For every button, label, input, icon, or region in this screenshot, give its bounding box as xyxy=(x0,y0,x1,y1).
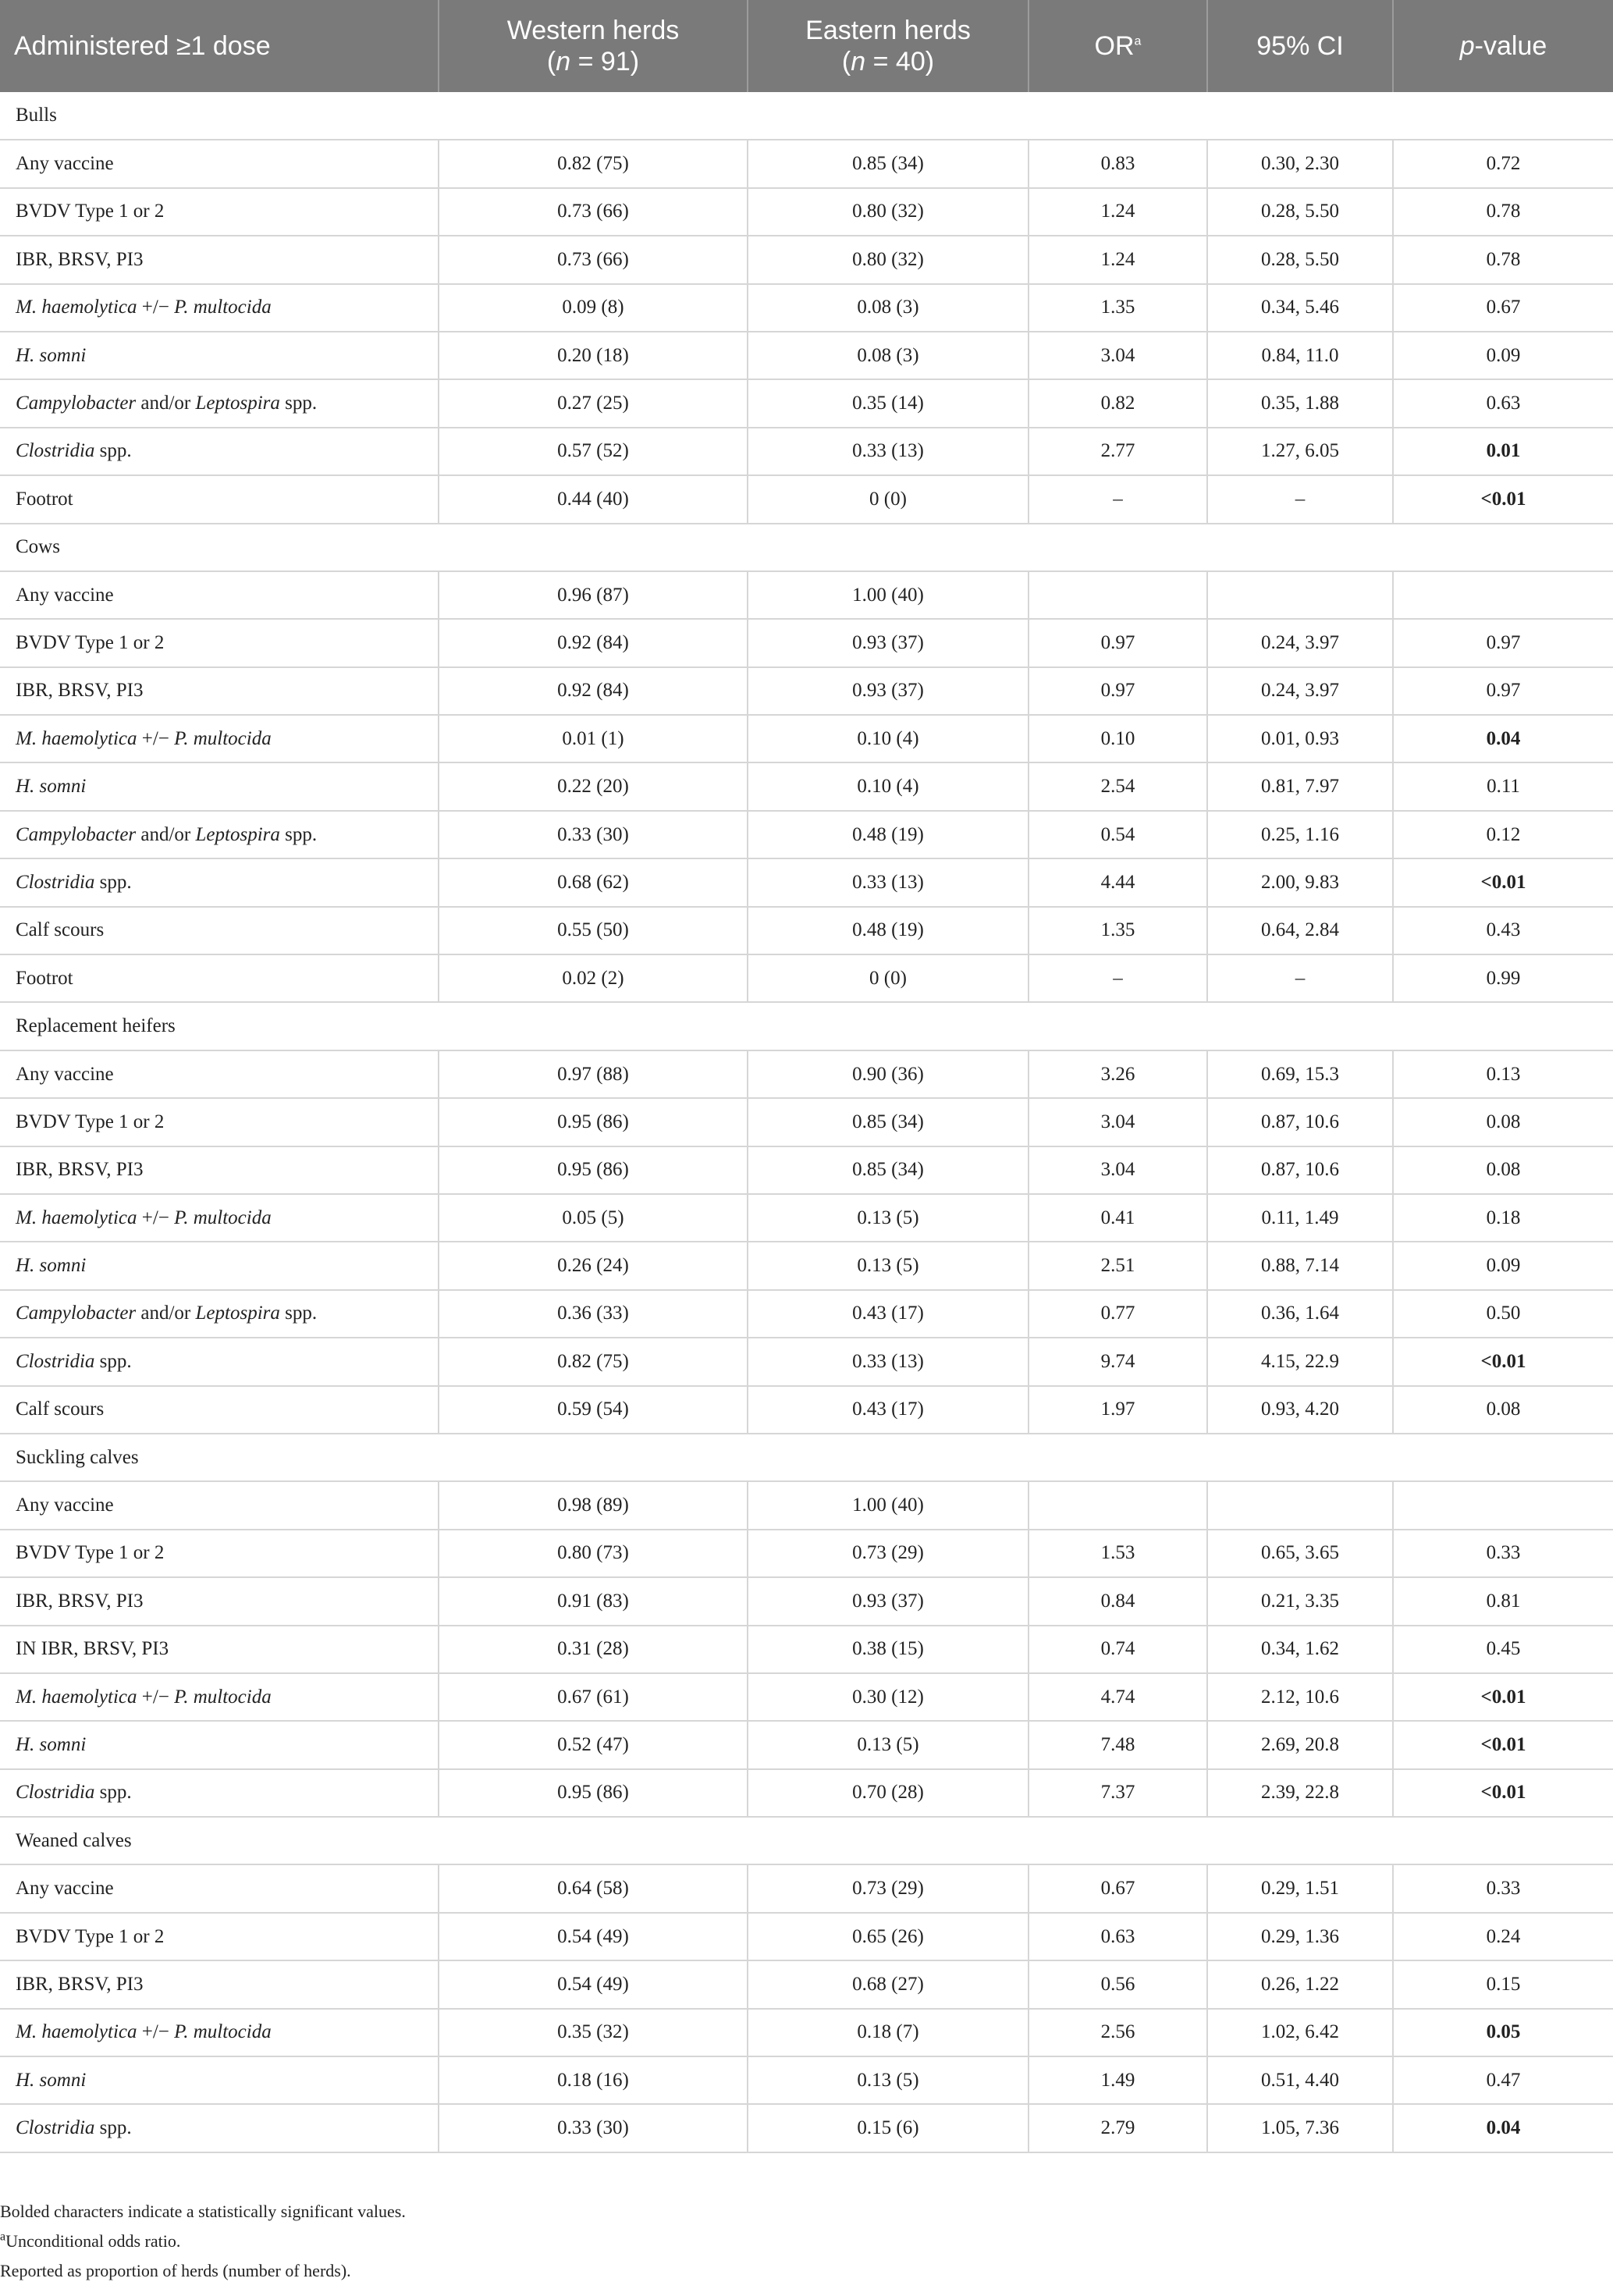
odds-ratio: 0.10 xyxy=(1029,715,1207,762)
eastern-value: 0.18 (7) xyxy=(748,2009,1029,2056)
western-value: 0.82 (75) xyxy=(439,1338,748,1385)
confidence-interval: 0.87, 10.6 xyxy=(1207,1098,1393,1146)
p-value: 0.33 xyxy=(1393,1530,1613,1577)
eastern-value: 0.43 (17) xyxy=(748,1386,1029,1434)
odds-ratio: 9.74 xyxy=(1029,1338,1207,1385)
western-value: 0.44 (40) xyxy=(439,475,748,523)
odds-ratio: 2.56 xyxy=(1029,2009,1207,2056)
p-value: <0.01 xyxy=(1393,1769,1613,1817)
confidence-interval: 0.21, 3.35 xyxy=(1207,1577,1393,1625)
eastern-value: 1.00 (40) xyxy=(748,1481,1029,1529)
odds-ratio: 0.84 xyxy=(1029,1577,1207,1625)
table-row xyxy=(0,284,1613,332)
western-value: 0.55 (50) xyxy=(439,907,748,954)
western-value: 0.95 (86) xyxy=(439,1769,748,1817)
confidence-interval: 2.69, 20.8 xyxy=(1207,1721,1393,1768)
table-row xyxy=(0,858,1613,906)
header-eastern-herds: Eastern herds (n = 40) xyxy=(748,0,1029,92)
odds-ratio: 2.79 xyxy=(1029,2104,1207,2152)
eastern-value: 0.13 (5) xyxy=(748,1194,1029,1242)
footnote-bold: Bolded characters indicate a statistically significant values. xyxy=(0,2202,406,2221)
odds-ratio: 0.97 xyxy=(1029,619,1207,666)
table-row xyxy=(0,2104,1613,2152)
eastern-value: 0.73 (29) xyxy=(748,1864,1029,1912)
western-value: 0.64 (58) xyxy=(439,1864,748,1912)
western-value: 0.27 (25) xyxy=(439,379,748,427)
odds-ratio: 0.82 xyxy=(1029,379,1207,427)
p-value: <0.01 xyxy=(1393,1721,1613,1768)
p-value: 0.08 xyxy=(1393,1386,1613,1434)
western-value: 0.54 (49) xyxy=(439,1913,748,1960)
p-value: 0.18 xyxy=(1393,1194,1613,1242)
header-or: $OR^a$ xyxy=(1029,0,1207,92)
confidence-interval: 0.01, 0.93 xyxy=(1207,715,1393,762)
western-value: 0.26 (24) xyxy=(439,1242,748,1289)
confidence-interval: 0.87, 10.6 xyxy=(1207,1146,1393,1194)
odds-ratio: 0.56 xyxy=(1029,1960,1207,2008)
p-value: 0.50 xyxy=(1393,1290,1613,1338)
p-value: 0.24 xyxy=(1393,1913,1613,1960)
section-title: Cows xyxy=(0,524,1613,571)
confidence-interval: 0.35, 1.88 xyxy=(1207,379,1393,427)
eastern-value: 0.80 (32) xyxy=(748,236,1029,283)
p-value: 0.08 xyxy=(1393,1098,1613,1146)
section-row xyxy=(0,1002,1613,1050)
vaccine-label: Any vaccine xyxy=(0,1481,439,1529)
confidence-interval: 0.36, 1.64 xyxy=(1207,1290,1393,1338)
section-title: Replacement heifers xyxy=(0,1002,1613,1050)
p-value: 0.81 xyxy=(1393,1577,1613,1625)
odds-ratio: 4.74 xyxy=(1029,1673,1207,1721)
p-value: 0.13 xyxy=(1393,1050,1613,1098)
vaccine-label: IBR, BRSV, PI3 xyxy=(0,667,439,715)
eastern-value: 0.15 (6) xyxy=(748,2104,1029,2152)
vaccine-label: Footrot xyxy=(0,475,439,523)
table-row xyxy=(0,954,1613,1002)
eastern-value: 0.08 (3) xyxy=(748,332,1029,379)
table-row xyxy=(0,140,1613,187)
confidence-interval: 0.26, 1.22 xyxy=(1207,1960,1393,2008)
vaccine-label: Clostridia spp. xyxy=(0,2104,439,2152)
vaccine-label: IBR, BRSV, PI3 xyxy=(0,1146,439,1194)
vaccine-label: Calf scours xyxy=(0,907,439,954)
eastern-value: 0.10 (4) xyxy=(748,715,1029,762)
confidence-interval: 2.00, 9.83 xyxy=(1207,858,1393,906)
odds-ratio: – xyxy=(1029,475,1207,523)
eastern-value: 0.38 (15) xyxy=(748,1626,1029,1673)
p-value: 0.01 xyxy=(1393,428,1613,475)
eastern-value: 0.80 (32) xyxy=(748,188,1029,236)
table-row xyxy=(0,1050,1613,1098)
p-value: 0.15 xyxy=(1393,1960,1613,2008)
western-value: 0.98 (89) xyxy=(439,1481,748,1529)
vaccine-label: Clostridia spp. xyxy=(0,428,439,475)
confidence-interval: 0.28, 5.50 xyxy=(1207,236,1393,283)
p-value: <0.01 xyxy=(1393,1338,1613,1385)
header-eastern-n: (n = 40) xyxy=(841,47,935,76)
confidence-interval: 0.51, 4.40 xyxy=(1207,2056,1393,2104)
odds-ratio: 2.77 xyxy=(1029,428,1207,475)
p-value: 0.43 xyxy=(1393,907,1613,954)
confidence-interval: 1.05, 7.36 xyxy=(1207,2104,1393,2152)
p-value: 0.09 xyxy=(1393,332,1613,379)
odds-ratio: 1.24 xyxy=(1029,188,1207,236)
vaccine-label: Campylobacter and/or Leptospira spp. xyxy=(0,811,439,858)
p-value: <0.01 xyxy=(1393,475,1613,523)
p-value: 0.45 xyxy=(1393,1626,1613,1673)
eastern-value: 1.00 (40) xyxy=(748,571,1029,619)
western-value: 0.92 (84) xyxy=(439,667,748,715)
eastern-value: 0.08 (3) xyxy=(748,284,1029,332)
confidence-interval: 0.24, 3.97 xyxy=(1207,667,1393,715)
table-row xyxy=(0,2056,1613,2104)
p-value: <0.01 xyxy=(1393,858,1613,906)
vaccine-label: BVDV Type 1 or 2 xyxy=(0,619,439,666)
section-title: Weaned calves xyxy=(0,1817,1613,1864)
confidence-interval: 0.29, 1.36 xyxy=(1207,1913,1393,1960)
vaccine-label: IBR, BRSV, PI3 xyxy=(0,1960,439,2008)
eastern-value: 0.70 (28) xyxy=(748,1769,1029,1817)
eastern-value: 0.13 (5) xyxy=(748,1721,1029,1768)
header-ci: 95% CI xyxy=(1207,0,1393,92)
odds-ratio: 2.51 xyxy=(1029,1242,1207,1289)
header-dose: Administered ≥1 dose xyxy=(0,0,439,92)
eastern-value: 0.93 (37) xyxy=(748,1577,1029,1625)
p-value: <0.01 xyxy=(1393,1673,1613,1721)
vaccine-label: H. somni xyxy=(0,1242,439,1289)
eastern-value: 0.33 (13) xyxy=(748,858,1029,906)
confidence-interval xyxy=(1207,1481,1393,1529)
vaccine-label: H. somni xyxy=(0,1721,439,1768)
confidence-interval: 0.65, 3.65 xyxy=(1207,1530,1393,1577)
confidence-interval: 0.30, 2.30 xyxy=(1207,140,1393,187)
odds-ratio: – xyxy=(1029,954,1207,1002)
western-value: 0.73 (66) xyxy=(439,236,748,283)
p-value: 0.33 xyxy=(1393,1864,1613,1912)
table-row xyxy=(0,1960,1613,2008)
table-row xyxy=(0,1098,1613,1146)
vaccine-label: Campylobacter and/or Leptospira spp. xyxy=(0,1290,439,1338)
vaccine-label: IBR, BRSV, PI3 xyxy=(0,236,439,283)
eastern-value: 0.73 (29) xyxy=(748,1530,1029,1577)
table-row xyxy=(0,1386,1613,1434)
confidence-interval: 2.12, 10.6 xyxy=(1207,1673,1393,1721)
eastern-value: 0.85 (34) xyxy=(748,1146,1029,1194)
confidence-interval: 0.34, 5.46 xyxy=(1207,284,1393,332)
western-value: 0.35 (32) xyxy=(439,2009,748,2056)
odds-ratio xyxy=(1029,1481,1207,1529)
p-value: 0.97 xyxy=(1393,619,1613,666)
header-western-herds: Western herds (n = 91) xyxy=(439,0,748,92)
confidence-interval: 4.15, 22.9 xyxy=(1207,1338,1393,1385)
confidence-interval: 0.11, 1.49 xyxy=(1207,1194,1393,1242)
p-value xyxy=(1393,571,1613,619)
eastern-value: 0.35 (14) xyxy=(748,379,1029,427)
odds-ratio: 3.04 xyxy=(1029,332,1207,379)
table-row xyxy=(0,1194,1613,1242)
western-value: 0.91 (83) xyxy=(439,1577,748,1625)
p-value: 0.78 xyxy=(1393,188,1613,236)
table-row xyxy=(0,1530,1613,1577)
eastern-value: 0.65 (26) xyxy=(748,1913,1029,1960)
eastern-value: 0.13 (5) xyxy=(748,2056,1029,2104)
confidence-interval: 0.88, 7.14 xyxy=(1207,1242,1393,1289)
p-value: 0.04 xyxy=(1393,715,1613,762)
vaccine-label: M. haemolytica +/− P. multocida xyxy=(0,1194,439,1242)
p-value: 0.67 xyxy=(1393,284,1613,332)
vaccine-label: Clostridia spp. xyxy=(0,1338,439,1385)
western-value: 0.97 (88) xyxy=(439,1050,748,1098)
eastern-value: 0.90 (36) xyxy=(748,1050,1029,1098)
odds-ratio: 3.04 xyxy=(1029,1146,1207,1194)
p-value xyxy=(1393,1481,1613,1529)
odds-ratio: 7.37 xyxy=(1029,1769,1207,1817)
eastern-value: 0.10 (4) xyxy=(748,762,1029,810)
odds-ratio: 0.67 xyxy=(1029,1864,1207,1912)
header-p-value: p-value xyxy=(1459,31,1547,61)
vaccine-label: H. somni xyxy=(0,2056,439,2104)
eastern-value: 0.85 (34) xyxy=(748,140,1029,187)
confidence-interval: 2.39, 22.8 xyxy=(1207,1769,1393,1817)
table-row xyxy=(0,475,1613,523)
p-value: 0.04 xyxy=(1393,2104,1613,2152)
western-value: 0.57 (52) xyxy=(439,428,748,475)
odds-ratio: 1.53 xyxy=(1029,1530,1207,1577)
odds-ratio: 0.74 xyxy=(1029,1626,1207,1673)
table-row xyxy=(0,762,1613,810)
section-row xyxy=(0,92,1613,140)
western-value: 0.95 (86) xyxy=(439,1146,748,1194)
p-value: 0.08 xyxy=(1393,1146,1613,1194)
vaccine-label: M. haemolytica +/− P. multocida xyxy=(0,284,439,332)
vaccine-label: IN IBR, BRSV, PI3 xyxy=(0,1626,439,1673)
table-header xyxy=(0,0,1613,92)
vaccine-label: BVDV Type 1 or 2 xyxy=(0,1530,439,1577)
p-value: 0.72 xyxy=(1393,140,1613,187)
confidence-interval: – xyxy=(1207,475,1393,523)
table-row xyxy=(0,571,1613,619)
western-value: 0.59 (54) xyxy=(439,1386,748,1434)
eastern-value: 0 (0) xyxy=(748,954,1029,1002)
table-row xyxy=(0,1481,1613,1529)
vaccine-label: Clostridia spp. xyxy=(0,858,439,906)
eastern-value: 0.48 (19) xyxy=(748,907,1029,954)
eastern-value: 0.48 (19) xyxy=(748,811,1029,858)
western-value: 0.33 (30) xyxy=(439,2104,748,2152)
table-row xyxy=(0,332,1613,379)
section-row xyxy=(0,524,1613,571)
table-row xyxy=(0,2009,1613,2056)
table-row xyxy=(0,1290,1613,1338)
section-title: Suckling calves xyxy=(0,1434,1613,1481)
odds-ratio: 0.41 xyxy=(1029,1194,1207,1242)
confidence-interval: 0.64, 2.84 xyxy=(1207,907,1393,954)
confidence-interval: 0.69, 15.3 xyxy=(1207,1050,1393,1098)
vaccine-label: H. somni xyxy=(0,762,439,810)
western-value: 0.92 (84) xyxy=(439,619,748,666)
table-row xyxy=(0,236,1613,283)
eastern-value: 0.68 (27) xyxy=(748,1960,1029,2008)
odds-ratio: 3.26 xyxy=(1029,1050,1207,1098)
western-value: 0.67 (61) xyxy=(439,1673,748,1721)
table-row xyxy=(0,1626,1613,1673)
p-value: 0.78 xyxy=(1393,236,1613,283)
vaccine-label: H. somni xyxy=(0,332,439,379)
odds-ratio: 0.77 xyxy=(1029,1290,1207,1338)
p-value: 0.09 xyxy=(1393,1242,1613,1289)
confidence-interval: – xyxy=(1207,954,1393,1002)
vaccine-label: BVDV Type 1 or 2 xyxy=(0,1098,439,1146)
western-value: 0.18 (16) xyxy=(439,2056,748,2104)
western-value: 0.31 (28) xyxy=(439,1626,748,1673)
section-row xyxy=(0,1817,1613,1864)
table-row xyxy=(0,667,1613,715)
confidence-interval: 0.24, 3.97 xyxy=(1207,619,1393,666)
eastern-value: 0.43 (17) xyxy=(748,1290,1029,1338)
western-value: 0.09 (8) xyxy=(439,284,748,332)
odds-ratio: 7.48 xyxy=(1029,1721,1207,1768)
vaccine-label: Footrot xyxy=(0,954,439,1002)
vaccine-label: M. haemolytica +/− P. multocida xyxy=(0,1673,439,1721)
eastern-value: 0.93 (37) xyxy=(748,667,1029,715)
odds-ratio: 1.49 xyxy=(1029,2056,1207,2104)
odds-ratio: 0.97 xyxy=(1029,667,1207,715)
western-value: 0.82 (75) xyxy=(439,140,748,187)
western-value: 0.73 (66) xyxy=(439,188,748,236)
table-footnotes xyxy=(0,2197,406,2286)
odds-ratio: 1.24 xyxy=(1029,236,1207,283)
vaccine-label: Any vaccine xyxy=(0,571,439,619)
odds-ratio: 3.04 xyxy=(1029,1098,1207,1146)
eastern-value: 0.93 (37) xyxy=(748,619,1029,666)
vaccine-label: Any vaccine xyxy=(0,1864,439,1912)
table-row xyxy=(0,1913,1613,1960)
vaccine-label: BVDV Type 1 or 2 xyxy=(0,188,439,236)
p-value: 0.99 xyxy=(1393,954,1613,1002)
vaccine-label: M. haemolytica +/− P. multocida xyxy=(0,2009,439,2056)
table-row xyxy=(0,188,1613,236)
section-row xyxy=(0,1434,1613,1481)
vaccine-label: IBR, BRSV, PI3 xyxy=(0,1577,439,1625)
odds-ratio: 1.35 xyxy=(1029,284,1207,332)
table-row xyxy=(0,428,1613,475)
p-value: 0.47 xyxy=(1393,2056,1613,2104)
western-value: 0.54 (49) xyxy=(439,1960,748,2008)
eastern-value: 0.33 (13) xyxy=(748,428,1029,475)
vaccine-label: Clostridia spp. xyxy=(0,1769,439,1817)
western-value: 0.80 (73) xyxy=(439,1530,748,1577)
table-row xyxy=(0,619,1613,666)
confidence-interval: 0.25, 1.16 xyxy=(1207,811,1393,858)
eastern-value: 0.13 (5) xyxy=(748,1242,1029,1289)
eastern-value: 0.30 (12) xyxy=(748,1673,1029,1721)
table-row xyxy=(0,379,1613,427)
table-row xyxy=(0,1673,1613,1721)
table-row xyxy=(0,1577,1613,1625)
table-row xyxy=(0,1769,1613,1817)
table-row xyxy=(0,715,1613,762)
odds-ratio xyxy=(1029,571,1207,619)
section-title: Bulls xyxy=(0,92,1613,140)
confidence-interval: 0.93, 4.20 xyxy=(1207,1386,1393,1434)
confidence-interval: 0.84, 11.0 xyxy=(1207,332,1393,379)
table-row xyxy=(0,1864,1613,1912)
table-row xyxy=(0,1242,1613,1289)
header-row xyxy=(0,0,1613,92)
vaccine-label: BVDV Type 1 or 2 xyxy=(0,1913,439,1960)
vaccine-label: Campylobacter and/or Leptospira spp. xyxy=(0,379,439,427)
western-value: 0.96 (87) xyxy=(439,571,748,619)
western-value: 0.52 (47) xyxy=(439,1721,748,1768)
odds-ratio: 1.97 xyxy=(1029,1386,1207,1434)
confidence-interval: 0.28, 5.50 xyxy=(1207,188,1393,236)
table-row xyxy=(0,1146,1613,1194)
western-value: 0.36 (33) xyxy=(439,1290,748,1338)
p-value: 0.63 xyxy=(1393,379,1613,427)
confidence-interval: 1.02, 6.42 xyxy=(1207,2009,1393,2056)
western-value: 0.22 (20) xyxy=(439,762,748,810)
footnote-or: $^a$Unconditional odds ratio. xyxy=(0,2230,181,2251)
footnote-reported: Reported as proportion of herds (number of herds). xyxy=(0,2261,351,2280)
western-value: 0.68 (62) xyxy=(439,858,748,906)
western-value: 0.20 (18) xyxy=(439,332,748,379)
table-body xyxy=(0,92,1613,2152)
table-row xyxy=(0,811,1613,858)
confidence-interval: 0.29, 1.51 xyxy=(1207,1864,1393,1912)
western-value: 0.01 (1) xyxy=(439,715,748,762)
confidence-interval: 0.34, 1.62 xyxy=(1207,1626,1393,1673)
vaccine-label: M. haemolytica +/− P. multocida xyxy=(0,715,439,762)
p-value: 0.97 xyxy=(1393,667,1613,715)
vaccine-label: Any vaccine xyxy=(0,1050,439,1098)
vaccine-label: Any vaccine xyxy=(0,140,439,187)
p-value: 0.11 xyxy=(1393,762,1613,810)
p-value: 0.05 xyxy=(1393,2009,1613,2056)
vaccine-label: Calf scours xyxy=(0,1386,439,1434)
odds-ratio: 0.54 xyxy=(1029,811,1207,858)
odds-ratio: 0.83 xyxy=(1029,140,1207,187)
odds-ratio: 1.35 xyxy=(1029,907,1207,954)
confidence-interval: 1.27, 6.05 xyxy=(1207,428,1393,475)
header-western-n: (n = 91) xyxy=(546,47,640,76)
western-value: 0.05 (5) xyxy=(439,1194,748,1242)
confidence-interval: 0.81, 7.97 xyxy=(1207,762,1393,810)
table-row xyxy=(0,1338,1613,1385)
eastern-value: 0.85 (34) xyxy=(748,1098,1029,1146)
western-value: 0.95 (86) xyxy=(439,1098,748,1146)
eastern-value: 0.33 (13) xyxy=(748,1338,1029,1385)
p-value: 0.12 xyxy=(1393,811,1613,858)
odds-ratio: 4.44 xyxy=(1029,858,1207,906)
odds-ratio: 2.54 xyxy=(1029,762,1207,810)
table-row xyxy=(0,907,1613,954)
western-value: 0.02 (2) xyxy=(439,954,748,1002)
western-value: 0.33 (30) xyxy=(439,811,748,858)
confidence-interval xyxy=(1207,571,1393,619)
eastern-value: 0 (0) xyxy=(748,475,1029,523)
odds-ratio: 0.63 xyxy=(1029,1913,1207,1960)
table-row xyxy=(0,1721,1613,1768)
